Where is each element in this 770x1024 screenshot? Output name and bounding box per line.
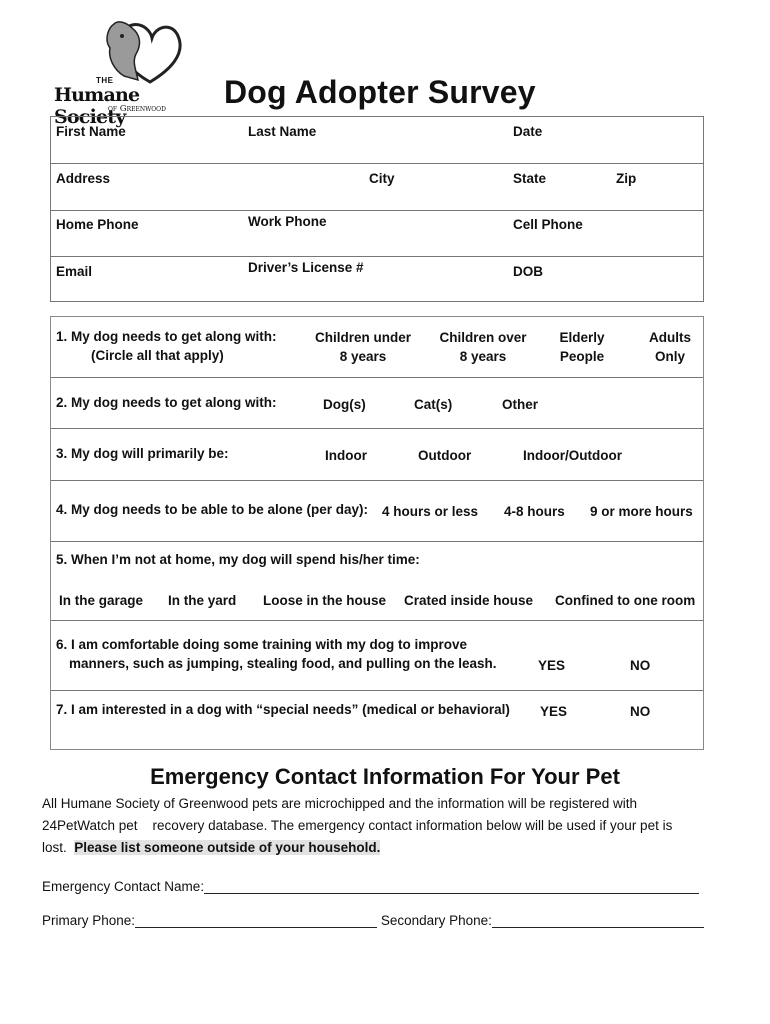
q7-option-no[interactable]: NO [630, 704, 651, 719]
row-divider [51, 480, 703, 481]
zip-field[interactable]: Zip [616, 171, 637, 186]
q2-option-dogs[interactable]: Dog(s) [323, 397, 366, 412]
q6-option-yes[interactable]: YES [538, 658, 566, 673]
q5-option-confined[interactable]: Confined to one room [555, 593, 696, 608]
q4-option-9-or-more-hours[interactable]: 9 or more hours [590, 504, 693, 519]
q4-option-4-8-hours[interactable]: 4-8 hours [504, 504, 565, 519]
secondary-phone-label: Secondary Phone: [380, 913, 492, 928]
row-divider [51, 163, 703, 164]
row-divider [51, 541, 703, 542]
row-divider [51, 377, 703, 378]
household-note: Please list someone outside of your household. [74, 840, 381, 855]
q7-text: 7. I am interested in a dog with “special needs” (medical or behavioral) [56, 702, 510, 717]
row-divider [51, 620, 703, 621]
q2-text: 2. My dog needs to get along with: [56, 395, 277, 410]
secondary-phone-input[interactable] [492, 913, 704, 928]
q7-option-yes[interactable]: YES [540, 704, 568, 719]
cell-phone-field[interactable]: Cell Phone [513, 217, 583, 232]
logo-the: THE [96, 76, 114, 85]
emergency-contact-name-label: Emergency Contact Name: [42, 879, 205, 894]
q3-option-indoor[interactable]: Indoor [325, 448, 367, 463]
q5-text: 5. When I’m not at home, my dog will spend his/her time: [56, 552, 420, 567]
q5-option-crated[interactable]: Crated inside house [404, 593, 534, 608]
emergency-paragraph-line3 [42, 840, 380, 855]
q6-text-line2: manners, such as jumping, stealing food, and pulling on the leash. [69, 656, 497, 671]
q3-option-outdoor[interactable]: Outdoor [418, 448, 472, 463]
home-phone-field[interactable]: Home Phone [56, 217, 139, 232]
q1-option-children-over-8[interactable]: Children over 8 years [439, 330, 527, 364]
q5-option-yard[interactable]: In the yard [168, 593, 237, 608]
work-phone-field[interactable]: Work Phone [248, 214, 327, 229]
q1-text: 1. My dog needs to get along with: [56, 329, 277, 344]
emergency-paragraph-line2: 24PetWatch pet recovery database. The emergency contact information below will be used if your pet is [42, 818, 673, 833]
q4-text: 4. My dog needs to be able to be alone (per day): [56, 502, 369, 517]
q6-option-no[interactable]: NO [630, 658, 651, 673]
city-field[interactable]: City [369, 171, 395, 186]
dob-field[interactable]: DOB [513, 264, 543, 279]
q1-instruction: (Circle all that apply) [91, 348, 224, 363]
q6-text-line1: 6. I am comfortable doing some training with my dog to improve [56, 637, 468, 652]
adopter-info-table [50, 116, 704, 302]
primary-phone-input[interactable] [135, 913, 377, 928]
logo-name: Humane Society [54, 84, 140, 128]
phone-row [42, 913, 704, 928]
row-divider [51, 256, 703, 257]
last-name-field[interactable]: Last Name [248, 124, 317, 139]
primary-phone-label: Primary Phone: [42, 913, 136, 928]
row-divider [51, 428, 703, 429]
q3-text: 3. My dog will primarily be: [56, 446, 229, 461]
q3-option-indoor-outdoor[interactable]: Indoor/Outdoor [523, 448, 622, 463]
q2-option-other[interactable]: Other [502, 397, 539, 412]
q2-option-cats[interactable]: Cat(s) [414, 397, 453, 412]
humane-society-logo [52, 14, 192, 128]
q5-option-loose-in-house[interactable]: Loose in the house [263, 593, 387, 608]
q5-option-garage[interactable]: In the garage [59, 593, 144, 608]
page-title: Dog Adopter Survey [224, 74, 536, 110]
q1-option-elderly-people[interactable]: Elderly People [559, 330, 605, 364]
drivers-license-field[interactable]: Driver’s License # [248, 260, 364, 275]
emergency-paragraph-lead: lost. [42, 840, 75, 855]
survey-questions-table [50, 316, 704, 750]
row-divider [51, 690, 703, 691]
first-name-field[interactable]: First Name [56, 124, 126, 139]
emergency-paragraph-line1: All Humane Society of Greenwood pets are microchipped and the information will be registered with [42, 796, 638, 811]
logo-sub: of Greenwood [108, 104, 166, 114]
emergency-contact-name-row [42, 879, 699, 894]
address-field[interactable]: Address [56, 171, 111, 186]
row-divider [51, 210, 703, 211]
date-field[interactable]: Date [513, 124, 543, 139]
emergency-section-title: Emergency Contact Information For Your Pet [150, 764, 620, 789]
q4-option-4-hours-or-less[interactable]: 4 hours or less [382, 504, 479, 519]
q1-option-adults-only[interactable]: Adults Only [649, 330, 691, 364]
emergency-contact-name-input[interactable] [204, 879, 699, 894]
state-field[interactable]: State [513, 171, 547, 186]
email-field[interactable]: Email [56, 264, 93, 279]
q1-option-children-under-8[interactable]: Children under 8 years [314, 330, 411, 364]
